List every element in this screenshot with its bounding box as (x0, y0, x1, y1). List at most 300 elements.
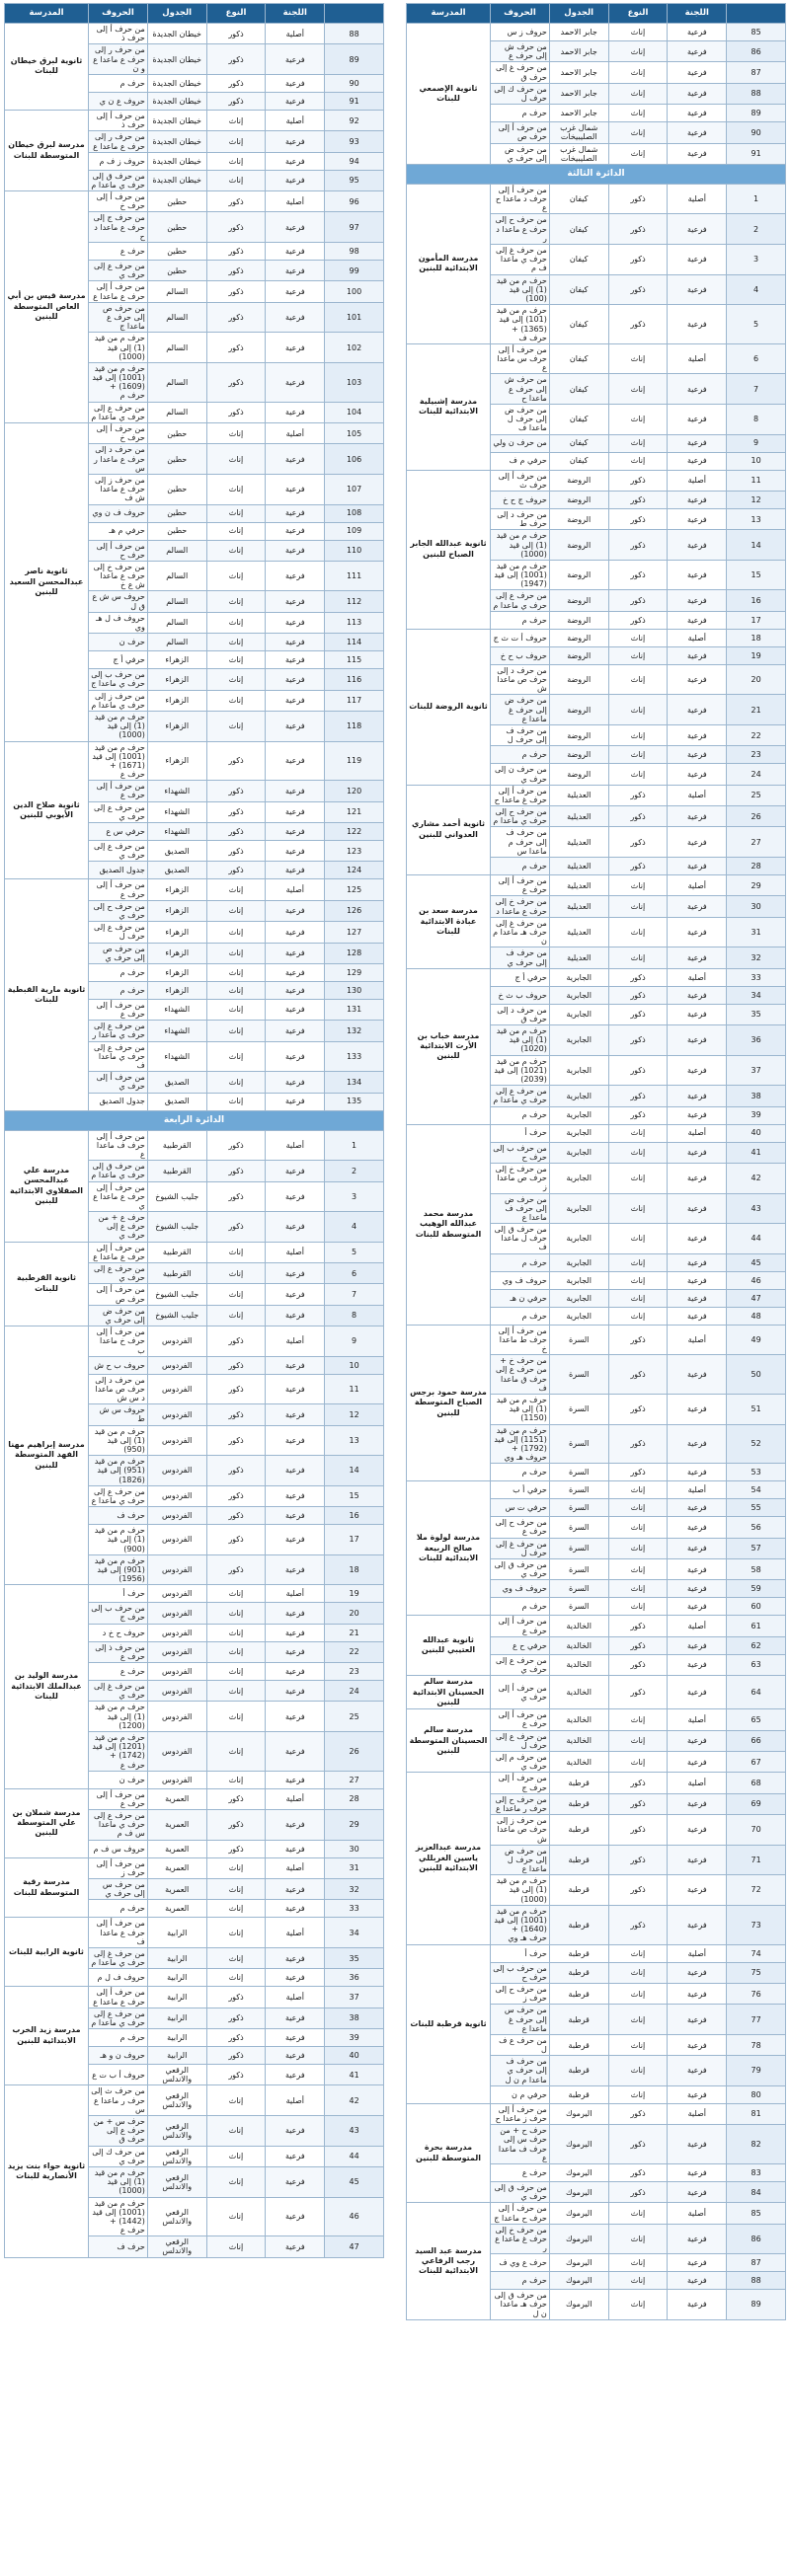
letters-cell: حرفي س ع (89, 823, 148, 841)
committee-cell: فرعية (668, 1793, 727, 1814)
letters-cell: من حرف أ إلى حرف ع (491, 1709, 550, 1730)
committee-cell: فرعية (668, 1815, 727, 1846)
row-number: 20 (727, 664, 786, 695)
table-cell: قرطبة (549, 1875, 608, 1906)
row-number: 10 (325, 1356, 384, 1374)
table-cell: خيطان الجديدة (147, 44, 206, 75)
gender-cell: إناث (206, 669, 266, 690)
committee-cell: أصلية (266, 1788, 325, 1809)
table-row (5, 1987, 384, 2008)
gender-cell: ذكور (206, 74, 266, 92)
row-number: 9 (727, 434, 786, 452)
table-cell: خيطان الجديدة (147, 74, 206, 92)
committee-cell: أصلية (668, 1944, 727, 1962)
letters-cell: حرف ع (491, 2163, 550, 2181)
letters-cell: من حرف أ إلى حرف خ ماعدا ب (89, 1326, 148, 1357)
gender-cell: إناث (206, 1041, 266, 1072)
row-number: 67 (727, 1752, 786, 1773)
gender-cell: إناث (608, 1253, 668, 1271)
row-number: 54 (727, 1481, 786, 1499)
committee-cell: فرعية (668, 1307, 727, 1325)
table-row (5, 741, 384, 781)
table-cell: الرابية (147, 2029, 206, 2047)
row-number: 25 (727, 785, 786, 805)
school-name: مدرسة إشبيلية الابتدائية للبنات (407, 343, 491, 470)
letters-cell: من حرف أ إلى حرف ع ماعدا ع (89, 1987, 148, 2008)
committee-cell: فرعية (668, 1142, 727, 1163)
table-cell: حطين (147, 474, 206, 504)
gender-cell: إناث (206, 879, 266, 900)
letters-cell: حرفي أ ب (491, 1481, 550, 1499)
letters-cell: من حرف ق إلى حرف هـ ماعدا ن ل (491, 2290, 550, 2320)
table-cell: كيفان (549, 452, 608, 470)
table-cell: العمرية (147, 1788, 206, 1809)
letters-cell: من حرف أ إلى حرف ع ماعدا ع (89, 1242, 148, 1262)
row-number: 6 (727, 343, 786, 374)
letters-cell: من حرف د إلى حرف ص ماعدا د س ش (89, 1374, 148, 1404)
table-cell: جابر الاحمد (549, 83, 608, 104)
committee-cell: أصلية (668, 1709, 727, 1730)
row-number: 104 (325, 402, 384, 422)
row-number: 15 (325, 1485, 384, 1506)
table-cell: خيطان الجديدة (147, 152, 206, 170)
school-name: ثانوية قرطبة للبنات (407, 1944, 491, 2103)
table-cell: جابر الاحمد (549, 105, 608, 122)
table-cell: السرة (549, 1481, 608, 1499)
letters-cell: من حرف خ إلى حرف غ ماعدا ع ر (491, 2224, 550, 2254)
table-cell: العديلية (549, 806, 608, 827)
gender-cell: إناث (206, 634, 266, 651)
letters-cell: حروف ز ف م (89, 152, 148, 170)
table-cell: جابر الاحمد (549, 62, 608, 83)
row-number: 46 (325, 2197, 384, 2236)
table-cell: الفردوس (147, 1702, 206, 1732)
gender-cell: ذكور (206, 801, 266, 822)
table-row (407, 24, 786, 41)
row-number: 17 (325, 1525, 384, 1555)
gender-cell: إناث (206, 2085, 266, 2116)
table-cell: الجابرية (549, 1307, 608, 1325)
table-cell: الخالدية (549, 1730, 608, 1751)
committee-cell: أصلية (266, 110, 325, 130)
committee-cell: فرعية (668, 274, 727, 305)
gender-cell: ذكور (206, 281, 266, 302)
gender-cell: إناث (206, 1663, 266, 1681)
committee-cell: فرعية (668, 917, 727, 947)
letters-cell: حرف م (491, 1598, 550, 1616)
gender-cell: ذكور (206, 92, 266, 110)
gender-cell: إناث (608, 434, 668, 452)
table-cell: الرقعي والاندلس (147, 2197, 206, 2236)
gender-cell: ذكور (206, 2008, 266, 2028)
row-number: 90 (727, 122, 786, 143)
committee-cell: فرعية (266, 333, 325, 363)
committee-cell: فرعية (266, 2197, 325, 2236)
school-name: مدرسة قيس بن أبي العاص المتوسطة للبنين (5, 191, 89, 423)
letters-cell: من حرف س إلى حرف ي (89, 1879, 148, 1900)
committee-cell: فرعية (266, 1969, 325, 1987)
row-number: 65 (727, 1709, 786, 1730)
gender-cell: ذكور (608, 1355, 668, 1395)
letters-cell: من حرف د إلى حرف ط (491, 508, 550, 529)
row-number: 52 (727, 1424, 786, 1464)
gender-cell: ذكور (206, 333, 266, 363)
committee-cell: فرعية (266, 1603, 325, 1624)
committee-cell: فرعية (266, 1507, 325, 1525)
gender-cell: ذكور (608, 2103, 668, 2124)
letters-cell: حروف ف ل م (89, 1969, 148, 1987)
row-number: 34 (325, 1918, 384, 1948)
table-cell: الشهداء (147, 1041, 206, 1072)
committee-cell: فرعية (668, 611, 727, 629)
committee-cell: فرعية (668, 1464, 727, 1481)
gender-cell: ذكور (206, 1181, 266, 1212)
table-row (407, 1481, 786, 1499)
row-number: 61 (727, 1616, 786, 1636)
table-cell: العديلية (549, 947, 608, 968)
letters-cell: حرف م من قيد (1151) إلى قيد (1792) + حروف هـ وي (491, 1424, 550, 1464)
letters-cell: من حرف ف إلى حرف م ماعدا س (491, 827, 550, 858)
committee-cell: فرعية (266, 1900, 325, 1918)
letters-cell: من حرف ق إلى حرف ي (491, 1559, 550, 1580)
row-number: 33 (325, 1900, 384, 1918)
table-cell: القرطبية (147, 1130, 206, 1161)
row-number: 110 (325, 540, 384, 561)
table-cell: كيفان (549, 184, 608, 214)
table-cell: الفردوس (147, 1624, 206, 1641)
gender-cell: ذكور (206, 24, 266, 44)
gender-cell: إناث (608, 947, 668, 968)
row-number: 74 (727, 1944, 786, 1962)
letters-cell: حروف ن و هـ (89, 2047, 148, 2065)
row-number: 115 (325, 651, 384, 669)
committee-cell: فرعية (266, 1284, 325, 1305)
letters-cell: من حرف أ إلى حرف ص (89, 1284, 148, 1305)
letters-cell: من حرف أ إلى حرف ز ماعدا ح (491, 2103, 550, 2124)
table-cell: السالم (147, 333, 206, 363)
table-cell: الجابرية (549, 1106, 608, 1124)
committee-cell: فرعية (266, 1525, 325, 1555)
table-row (5, 1130, 384, 1161)
table-cell: الفردوس (147, 1507, 206, 1525)
committee-cell: فرعية (668, 2056, 727, 2086)
gender-cell: إناث (608, 2290, 668, 2320)
letters-cell: من حرف د إلى حرف ع ماعدا ر س (89, 444, 148, 475)
committee-cell: فرعية (668, 896, 727, 917)
letters-cell: من حرف غ إلى حرف ي (89, 1681, 148, 1702)
committee-cell: أصلية (266, 1242, 325, 1262)
school-name: مدرسة عبد السيد رجب الرفاعي الابتدائية للبنات (407, 2203, 491, 2320)
row-number: 23 (325, 1663, 384, 1681)
letters-cell: من حرف أ إلى حرف د ماعدا ح ع (491, 184, 550, 214)
table-cell: السالم (147, 612, 206, 633)
row-number: 13 (325, 1425, 384, 1456)
row-number: 108 (325, 504, 384, 522)
row-number: 35 (727, 1004, 786, 1024)
committee-cell: فرعية (266, 402, 325, 422)
letters-cell: حرف م (491, 1106, 550, 1124)
committee-cell: فرعية (266, 963, 325, 981)
letters-cell: حرف م من قيد (1001) إلى قيد (1671) + حرف ع (89, 741, 148, 781)
gender-cell: إناث (206, 2236, 266, 2257)
gender-cell: إناث (206, 1857, 266, 1878)
row-number: 17 (727, 611, 786, 629)
committee-cell: فرعية (266, 1093, 325, 1110)
letters-cell: حرف م (491, 611, 550, 629)
letters-cell: من حرف ح إلى حرف ع (491, 1517, 550, 1538)
committee-cell: فرعية (668, 2005, 727, 2035)
row-number: 19 (325, 1585, 384, 1603)
table-row (407, 1944, 786, 1962)
letters-cell: من حرف خ إلى حرف ص ماعدا ز (491, 1163, 550, 1193)
gender-cell: إناث (206, 1242, 266, 1262)
committee-cell: فرعية (668, 664, 727, 695)
table-cell: خيطان الجديدة (147, 131, 206, 152)
row-number: 85 (727, 24, 786, 41)
header-committee: اللجنة (266, 4, 325, 24)
gender-cell: ذكور (206, 1161, 266, 1181)
letters-cell: من حرف ز إلى حرف ع ماعدا ش ف (89, 474, 148, 504)
row-number: 38 (727, 1086, 786, 1106)
letters-cell: حرف أ (89, 1585, 148, 1603)
gender-cell: إناث (206, 474, 266, 504)
table-cell: القرطبية (147, 1242, 206, 1262)
letters-cell: حرف م (89, 981, 148, 999)
school-name: مدرسة المأمون الابتدائية للبنين (407, 184, 491, 343)
committee-cell: فرعية (668, 1355, 727, 1395)
committee-cell: فرعية (266, 302, 325, 333)
gender-cell: إناث (206, 1702, 266, 1732)
school-name: مدرسة رقية المتوسطة للبنات (5, 1857, 89, 1918)
school-name: مدرسة الوليد بن عبدالملك الابتدائية للبنات (5, 1585, 89, 1788)
committee-cell: فرعية (668, 2085, 727, 2103)
table-cell: السالم (147, 634, 206, 651)
letters-cell: جدول الصديق (89, 1093, 148, 1110)
letters-cell: من حرف أ إلى حرف ص (491, 122, 550, 143)
table-cell: السالم (147, 561, 206, 591)
gender-cell: إناث (608, 1559, 668, 1580)
committee-cell: فرعية (266, 243, 325, 261)
table-cell: الرابية (147, 1969, 206, 1987)
row-number: 82 (727, 2125, 786, 2164)
gender-cell: إناث (608, 1142, 668, 1163)
table-cell: الرقعي والاندلس (147, 2065, 206, 2085)
letters-cell: من حرف ن ولي (491, 434, 550, 452)
table-cell: السرة (549, 1394, 608, 1424)
committee-cell: أصلية (266, 1987, 325, 2008)
gender-cell: إناث (206, 943, 266, 963)
committee-cell: فرعية (668, 2163, 727, 2181)
row-number: 77 (727, 2005, 786, 2035)
committee-cell: أصلية (668, 1481, 727, 1499)
letters-cell: حروف ف وي (491, 1580, 550, 1598)
committee-cell: أصلية (668, 2103, 727, 2124)
letters-cell: من حرف س إلى حرف غ ماعدا ع (491, 2005, 550, 2035)
table-row (5, 1857, 384, 1878)
row-number: 118 (325, 711, 384, 741)
table-cell: الروضة (549, 629, 608, 646)
letters-cell: حرف م (491, 1464, 550, 1481)
gender-cell: ذكور (608, 1086, 668, 1106)
row-number: 12 (325, 1404, 384, 1425)
committee-cell: فرعية (266, 1212, 325, 1243)
letters-cell: من حرف ذ إلى حرف ع (89, 1641, 148, 1662)
row-number: 21 (727, 695, 786, 725)
gender-cell: إناث (608, 1517, 668, 1538)
table-cell: خيطان الجديدة (147, 110, 206, 130)
row-number: 27 (727, 827, 786, 858)
letters-cell: حرف ف (89, 2236, 148, 2257)
gender-cell: إناث (608, 105, 668, 122)
table-cell: قرطبة (549, 2056, 608, 2086)
left-table (4, 3, 384, 2258)
letters-cell: حرف م من قيد (951) إلى قيد (1826) (89, 1456, 148, 1486)
table-cell: الشهداء (147, 1021, 206, 1041)
school-name: مدرسة سالم الحسينان المتوسطة للبنين (407, 1709, 491, 1773)
row-number: 88 (727, 83, 786, 104)
gender-cell: ذكور (206, 1425, 266, 1456)
committee-cell: فرعية (668, 560, 727, 590)
gender-cell: ذكور (206, 191, 266, 212)
school-name: مدرسة حمود برجس الصباح المتوسطة للبنين (407, 1325, 491, 1481)
committee-cell: فرعية (668, 1654, 727, 1675)
committee-cell: فرعية (266, 1485, 325, 1506)
gender-cell: إناث (206, 1603, 266, 1624)
table-cell: السرة (549, 1424, 608, 1464)
gender-cell: إناث (608, 1307, 668, 1325)
committee-cell: فرعية (266, 131, 325, 152)
table-cell: الفردوس (147, 1603, 206, 1624)
letters-cell: من حرف ن إلى حرف ي (491, 764, 550, 785)
letters-cell: من حرف ع إلى حرف ي ماعدا م (491, 590, 550, 611)
committee-cell: فرعية (668, 1676, 727, 1709)
table-row (5, 879, 384, 900)
row-number: 56 (727, 1517, 786, 1538)
table-cell: السرة (549, 1464, 608, 1481)
row-number: 123 (325, 841, 384, 862)
committee-cell: فرعية (668, 2181, 727, 2202)
letters-cell: من حرف أ إلى حرف ع (89, 1788, 148, 1809)
letters-cell: حرف ع (89, 243, 148, 261)
row-number: 37 (325, 1987, 384, 2008)
table-cell: الفردوس (147, 1485, 206, 1506)
table-cell: الروضة (549, 695, 608, 725)
letters-cell: من حرف ض إلى حرف ل ماعدا ف (491, 405, 550, 435)
committee-cell: فرعية (266, 922, 325, 943)
gender-cell: ذكور (206, 1507, 266, 1525)
table-cell: قرطبة (549, 1983, 608, 2004)
committee-cell: فرعية (668, 1025, 727, 1056)
gender-cell: إناث (206, 1624, 266, 1641)
gender-cell: ذكور (608, 1636, 668, 1654)
gender-cell: ذكور (608, 1424, 668, 1464)
header-num (727, 4, 786, 24)
letters-cell: حرفي م ن (491, 2085, 550, 2103)
row-number: 11 (325, 1374, 384, 1404)
row-number: 122 (325, 823, 384, 841)
letters-cell: من حرف ق إلى حرف ي ماعدا م (89, 170, 148, 190)
table-row (407, 629, 786, 646)
committee-cell: فرعية (266, 504, 325, 522)
committee-cell: فرعية (266, 651, 325, 669)
row-number: 109 (325, 522, 384, 540)
school-name: ثانوية القرطبية للبنات (5, 1242, 89, 1326)
table-cell: قرطبة (549, 1905, 608, 1944)
table-cell: حطين (147, 522, 206, 540)
school-name: مدرسة محمد عبدالله الوهيب المتوسطة للبنات (407, 1124, 491, 1325)
committee-cell: أصلية (668, 1773, 727, 1793)
letters-cell: من حرف ك إلى حرف ل (491, 83, 550, 104)
row-number: 9 (325, 1326, 384, 1357)
table-cell: اليرموك (549, 2224, 608, 2254)
table-cell: الصديق (147, 1093, 206, 1110)
table-cell: الخالدية (549, 1616, 608, 1636)
committee-cell: فرعية (266, 900, 325, 921)
committee-cell: فرعية (668, 434, 727, 452)
row-number: 22 (727, 724, 786, 745)
letters-cell: حروف ب ث خ (491, 986, 550, 1004)
gender-cell: إناث (608, 1538, 668, 1558)
table-cell: قرطبة (549, 2085, 608, 2103)
gender-cell: إناث (608, 2005, 668, 2035)
committee-cell: فرعية (668, 1752, 727, 1773)
gender-cell: إناث (608, 1752, 668, 1773)
gender-cell: ذكور (608, 590, 668, 611)
gender-cell: إناث (206, 1731, 266, 1771)
table-cell: اليرموك (549, 2103, 608, 2124)
table-cell: الشهداء (147, 781, 206, 801)
table-cell: جليب الشيوخ (147, 1181, 206, 1212)
committee-cell: أصلية (266, 1130, 325, 1161)
committee-cell: فرعية (668, 1424, 727, 1464)
committee-cell: أصلية (668, 2203, 727, 2224)
row-number: 89 (727, 105, 786, 122)
table-cell: اليرموك (549, 2272, 608, 2290)
letters-cell: من حرف ع إلى حرف ي (89, 1263, 148, 1284)
committee-cell: فرعية (266, 1404, 325, 1425)
letters-cell: حرف أ (491, 1124, 550, 1142)
committee-cell: أصلية (266, 2085, 325, 2116)
letters-cell: من حرف أ إلى حرف ذ (89, 24, 148, 44)
committee-cell: فرعية (668, 764, 727, 785)
letters-cell: من حرف ب إلى حرف ح (491, 1962, 550, 1983)
table-cell: قرطبة (549, 1793, 608, 1814)
letters-cell: حروف أ ب ت ع (89, 2065, 148, 2085)
table-row (407, 2203, 786, 2224)
row-number: 6 (325, 1263, 384, 1284)
letters-cell: حرفي ح ع (491, 1636, 550, 1654)
gender-cell: إناث (206, 1879, 266, 1900)
committee-cell: فرعية (668, 1289, 727, 1307)
table-cell: الصديق (147, 1072, 206, 1093)
school-name: مدرسة لولوة ملا صالح الربيعة الابتدائية للبنات (407, 1481, 491, 1616)
gender-cell: ذكور (608, 1676, 668, 1709)
letters-cell: حرفي م هـ (89, 522, 148, 540)
letters-cell: من حرف أ إلى حرف ع ماعدا ع ي (89, 1181, 148, 1212)
letters-cell: من حرف ج إلى حرف ع ماعدا د ح (89, 212, 148, 243)
committee-cell: فرعية (266, 44, 325, 75)
table-cell: الرابية (147, 2008, 206, 2028)
table-cell: الخالدية (549, 1636, 608, 1654)
row-number: 30 (325, 1840, 384, 1857)
committee-cell: فرعية (668, 62, 727, 83)
committee-cell: فرعية (266, 444, 325, 475)
committee-cell: فرعية (668, 374, 727, 405)
gender-cell: إناث (608, 896, 668, 917)
table-cell: الرابية (147, 2047, 206, 2065)
committee-cell: فرعية (668, 122, 727, 143)
gender-cell: ذكور (206, 402, 266, 422)
